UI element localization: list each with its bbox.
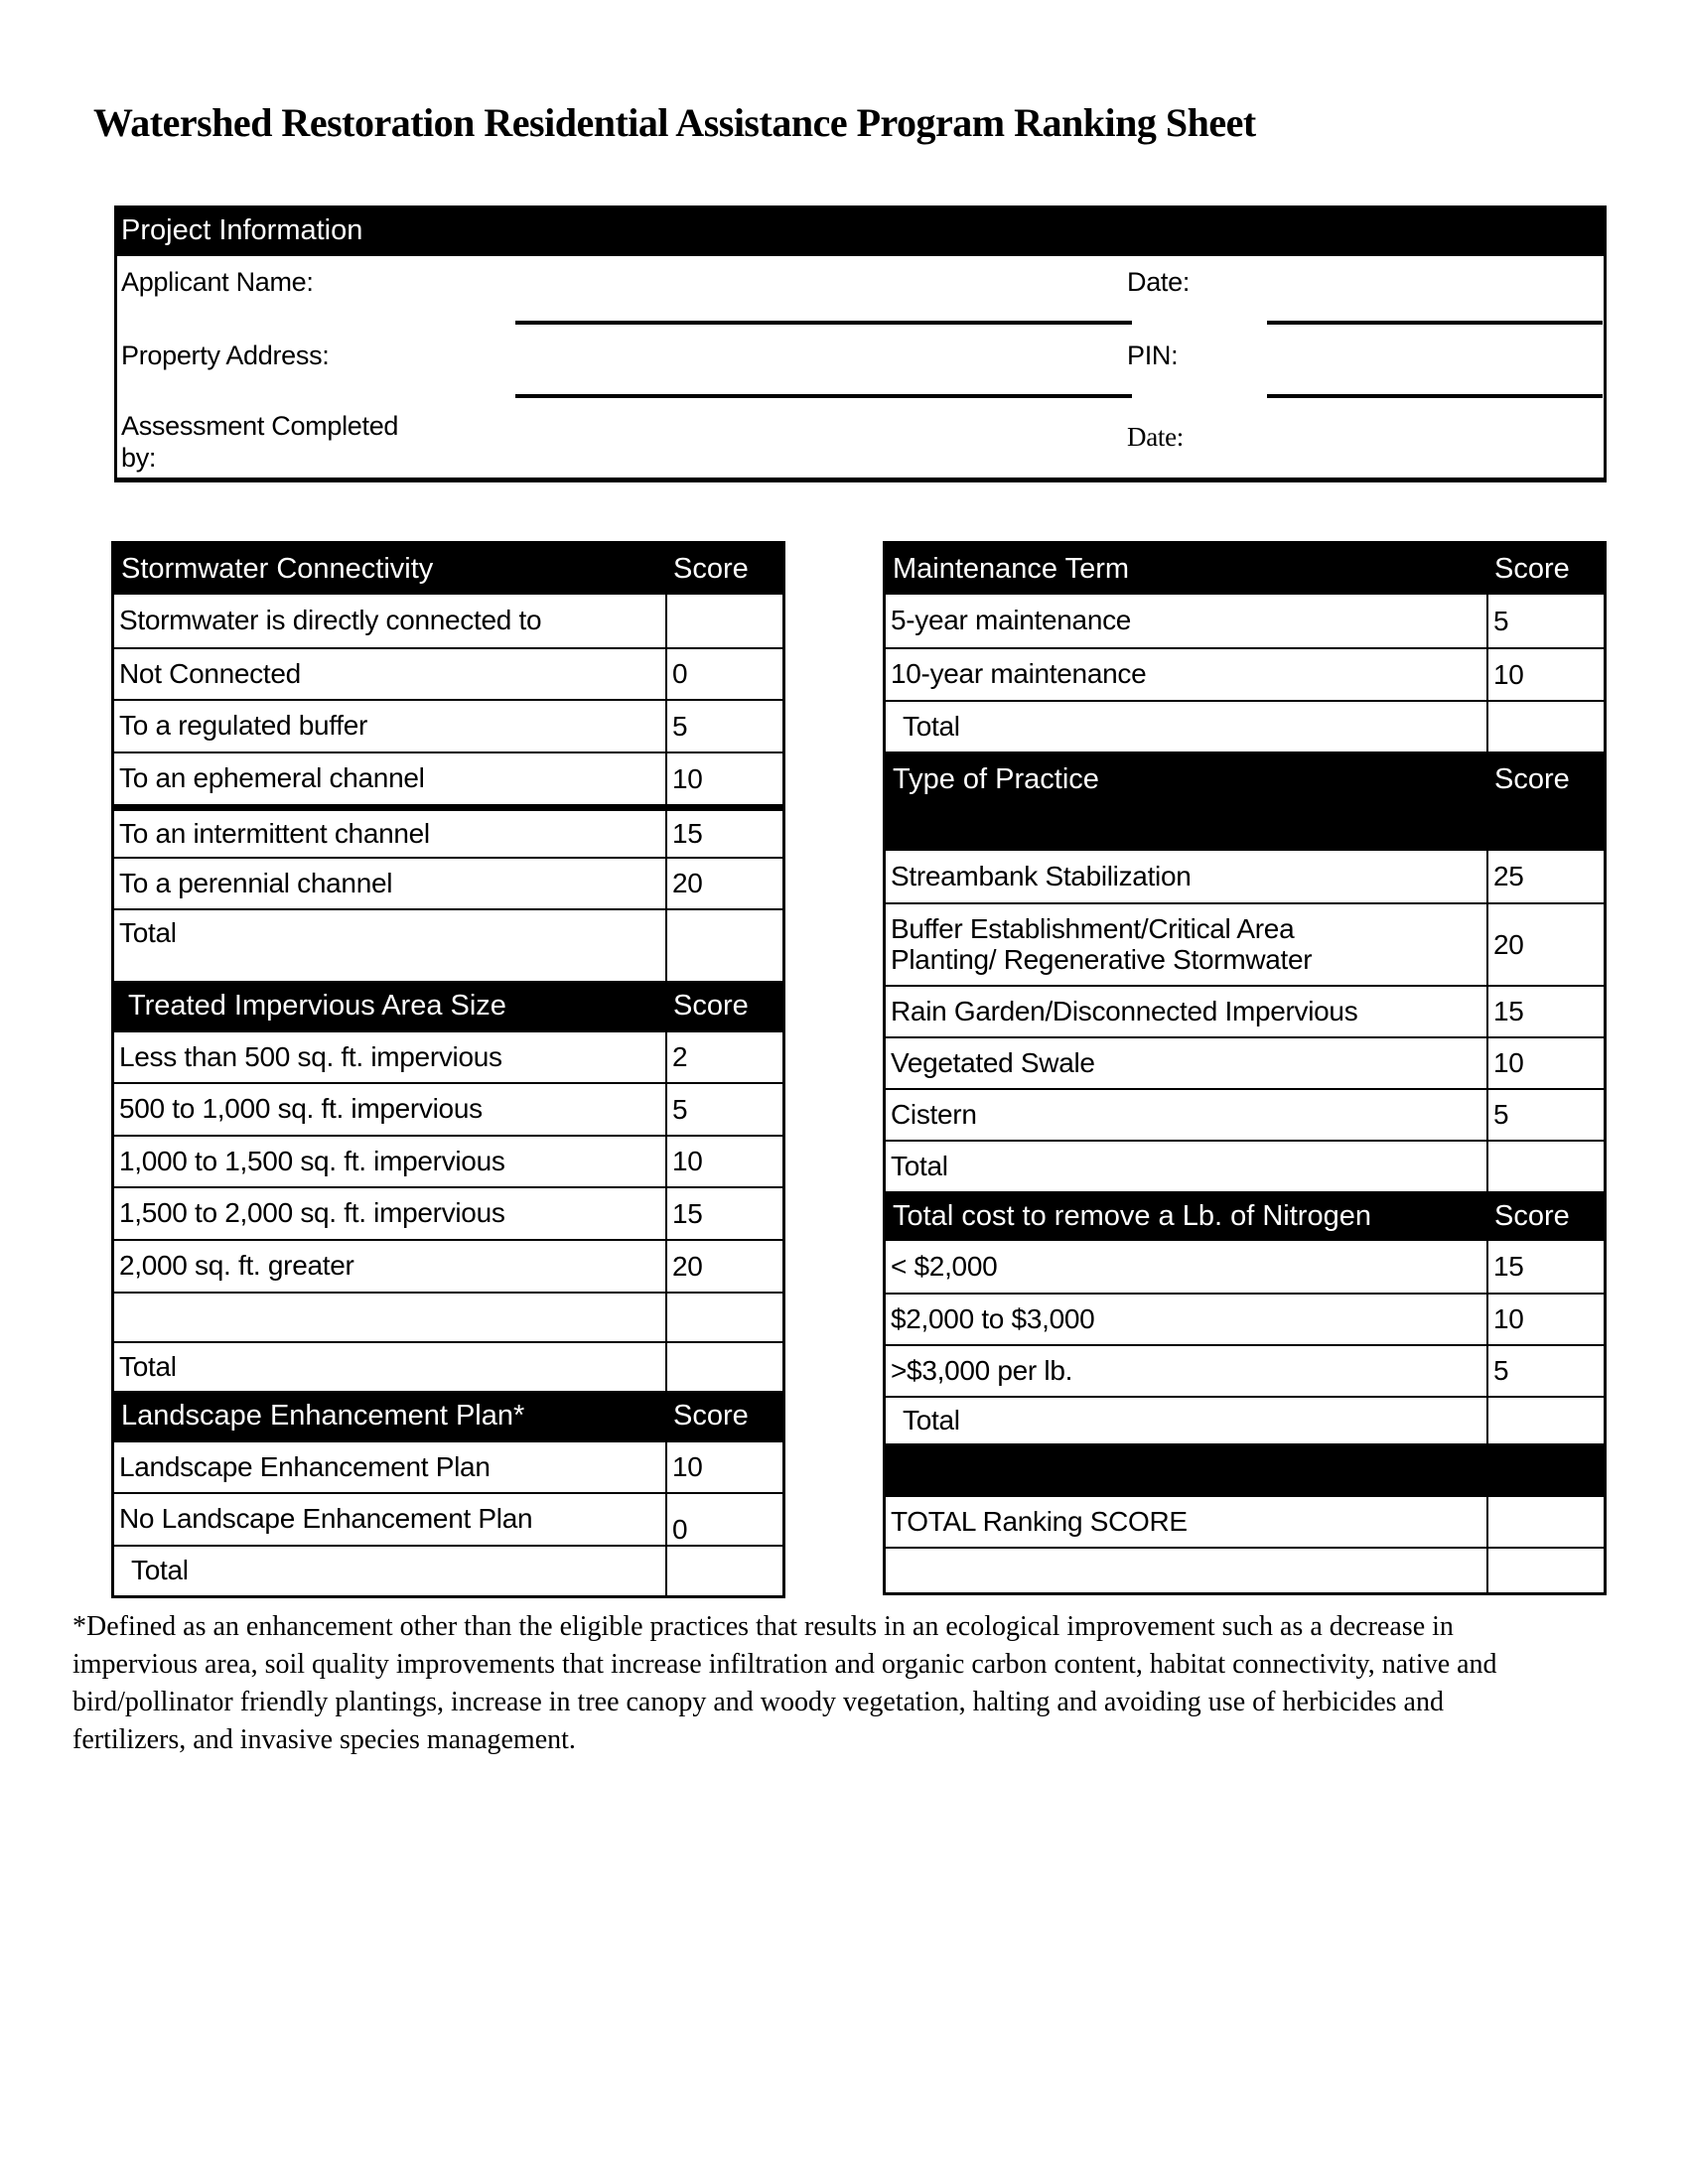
row-label: Stormwater is directly connected to — [119, 605, 542, 636]
table-row — [114, 595, 782, 647]
score-cell: 20 — [665, 859, 782, 908]
score-column-header: Score — [673, 1399, 749, 1432]
table-row — [886, 902, 1604, 985]
stormwater-connectivity-header — [114, 544, 782, 595]
score-column-header: Score — [673, 989, 749, 1022]
score-cell: 25 — [1486, 851, 1604, 902]
left-score-tables — [111, 541, 785, 1598]
row-label: Streambank Stabilization — [891, 860, 1192, 891]
row-label: Total — [119, 917, 177, 948]
table-row — [114, 804, 782, 857]
table-row — [886, 985, 1604, 1036]
row-label: Landscape Enhancement Plan — [119, 1450, 491, 1482]
table-row — [114, 1239, 782, 1292]
row-label: 1,000 to 1,500 sq. ft. impervious — [119, 1145, 505, 1176]
score-cell: 5 — [1486, 1090, 1604, 1140]
row-label: 10-year maintenance — [891, 658, 1147, 690]
page-title: Watershed Restoration Residential Assistance Program Ranking Sheet — [93, 100, 1256, 145]
table-row — [114, 1082, 782, 1135]
row-label: 2,000 sq. ft. greater — [119, 1250, 354, 1282]
type-of-practice-header — [886, 751, 1604, 851]
row-label: Rain Garden/Disconnected Impervious — [891, 995, 1358, 1026]
row-label: Less than 500 sq. ft. impervious — [119, 1040, 502, 1072]
pin-input-line[interactable] — [1267, 394, 1603, 398]
date-label-2: Date: — [1127, 422, 1184, 452]
assessment-completed-by-label: Assessment Completed by: — [121, 411, 399, 473]
project-information-table — [114, 205, 1607, 482]
project-information-header — [114, 205, 1607, 256]
applicant-name-label: Applicant Name: — [121, 267, 314, 297]
section-header-label: Type of Practice — [893, 763, 1099, 795]
table-row — [114, 647, 782, 699]
section-header-label: Treated Impervious Area Size — [128, 989, 506, 1022]
table-row-total — [886, 700, 1604, 751]
score-cell: 20 — [665, 1241, 782, 1292]
section-header-label: Stormwater Connectivity — [121, 553, 434, 585]
score-cell[interactable] — [665, 595, 782, 647]
row-label: < $2,000 — [891, 1250, 998, 1282]
score-cell: 5 — [1486, 595, 1604, 647]
row-label: Total — [891, 1150, 948, 1181]
score-cell[interactable] — [1486, 1398, 1604, 1443]
property-address-label: Property Address: — [121, 341, 330, 370]
table-row-grand-total — [886, 1495, 1604, 1547]
property-address-input-line[interactable] — [515, 394, 1132, 398]
row-label: Total — [131, 1555, 189, 1586]
row-label: Not Connected — [119, 657, 301, 689]
table-row — [886, 595, 1604, 647]
row-label: $2,000 to $3,000 — [891, 1302, 1095, 1334]
date-label-1: Date: — [1127, 267, 1191, 297]
score-cell: 5 — [1486, 1346, 1604, 1396]
table-row — [114, 1135, 782, 1186]
row-label: >$3,000 per lb. — [891, 1354, 1073, 1386]
score-cell: 2 — [665, 1032, 782, 1082]
table-row — [114, 1440, 782, 1492]
table-row-empty — [114, 1292, 782, 1341]
table-row-empty — [886, 1547, 1604, 1592]
score-cell: 15 — [1486, 987, 1604, 1036]
project-information-body — [114, 256, 1607, 482]
score-cell[interactable] — [665, 1547, 782, 1595]
table-row — [114, 1492, 782, 1545]
table-row-total — [886, 1396, 1604, 1443]
row-label: 500 to 1,000 sq. ft. impervious — [119, 1093, 483, 1125]
row-label: 1,500 to 2,000 sq. ft. impervious — [119, 1197, 505, 1229]
score-cell: 15 — [665, 811, 782, 857]
score-cell: 10 — [665, 1137, 782, 1186]
applicant-name-input-line[interactable] — [515, 321, 1132, 325]
treated-impervious-area-header — [114, 981, 782, 1030]
section-header-label: Maintenance Term — [893, 553, 1130, 585]
row-label — [114, 1294, 665, 1341]
table-row — [114, 699, 782, 751]
score-cell: 0 — [665, 1494, 782, 1545]
score-cell: 10 — [665, 1442, 782, 1492]
separator-bar — [886, 1443, 1604, 1495]
footnote-text: *Defined as an enhancement other than the eligible practices that results in an ecological improvement such as a decrease in impervious area, soil quality improvements that increase infiltration and organic carbon content, habitat connectivity, native and bird/pollinator friendly plantings, increase in tree canopy and woody vegetation, halting and avoiding use of herbicides and fertilizers, and invasive species management. — [72, 1611, 1497, 1755]
table-row — [114, 857, 782, 908]
row-label: Vegetated Swale — [891, 1046, 1095, 1078]
score-cell: 0 — [665, 649, 782, 699]
score-cell: 10 — [665, 753, 782, 804]
score-cell: 15 — [1486, 1241, 1604, 1293]
row-label: Total — [119, 1350, 177, 1382]
project-information-header-label: Project Information — [121, 214, 363, 246]
score-cell[interactable] — [665, 1294, 782, 1341]
table-row — [886, 1293, 1604, 1344]
maintenance-term-header — [886, 544, 1604, 595]
right-score-tables — [883, 541, 1607, 1595]
row-label: No Landscape Enhancement Plan — [119, 1503, 533, 1535]
score-cell: 20 — [1486, 904, 1604, 985]
section-header-label: Total cost to remove a Lb. of Nitrogen — [893, 1199, 1371, 1232]
score-cell: 10 — [1486, 1038, 1604, 1088]
table-row-total — [114, 1341, 782, 1391]
table-row — [886, 1241, 1604, 1293]
table-row-total — [886, 1140, 1604, 1191]
score-cell[interactable] — [665, 1343, 782, 1391]
score-column-header: Score — [673, 553, 749, 585]
row-label: 5-year maintenance — [891, 605, 1132, 636]
row-label: To an ephemeral channel — [119, 762, 425, 794]
section-header-label: Landscape Enhancement Plan* — [121, 1399, 525, 1432]
row-label: Total — [903, 1404, 960, 1435]
date-input-line-1[interactable] — [1267, 321, 1603, 325]
nitrogen-cost-header — [886, 1191, 1604, 1241]
landscape-enhancement-header — [114, 1391, 782, 1440]
row-label: TOTAL Ranking SCORE — [891, 1505, 1188, 1537]
score-column-header: Score — [1494, 763, 1570, 795]
row-label: To an intermittent channel — [119, 817, 430, 849]
score-cell: 15 — [665, 1188, 782, 1239]
table-row — [886, 1036, 1604, 1088]
table-row — [886, 1344, 1604, 1396]
score-cell[interactable] — [1486, 1497, 1604, 1547]
score-cell: 10 — [1486, 1295, 1604, 1344]
score-cell: 10 — [1486, 649, 1604, 700]
table-row — [114, 1186, 782, 1239]
row-label — [886, 1549, 1486, 1592]
score-column-header: Score — [1494, 553, 1570, 585]
score-cell: 5 — [665, 701, 782, 751]
table-row — [886, 1088, 1604, 1140]
score-column-header: Score — [1494, 1199, 1570, 1232]
row-label: To a perennial channel — [119, 867, 393, 898]
score-cell[interactable] — [1486, 1549, 1604, 1592]
score-cell: 5 — [665, 1084, 782, 1135]
row-label: Cistern — [891, 1098, 977, 1130]
table-row-total — [114, 908, 782, 981]
row-label: Buffer Establishment/Critical Area Planting/ Regenerative Stormwater — [891, 912, 1313, 975]
table-row-total — [114, 1545, 782, 1595]
table-row — [114, 1030, 782, 1082]
table-row — [114, 751, 782, 804]
row-label: To a regulated buffer — [119, 710, 368, 742]
pin-label: PIN: — [1127, 341, 1179, 370]
score-cell[interactable] — [1486, 1142, 1604, 1191]
table-row — [886, 851, 1604, 902]
row-label: Total — [903, 710, 960, 742]
table-row — [886, 647, 1604, 700]
score-cell[interactable] — [1486, 702, 1604, 751]
score-cell[interactable] — [665, 910, 782, 981]
